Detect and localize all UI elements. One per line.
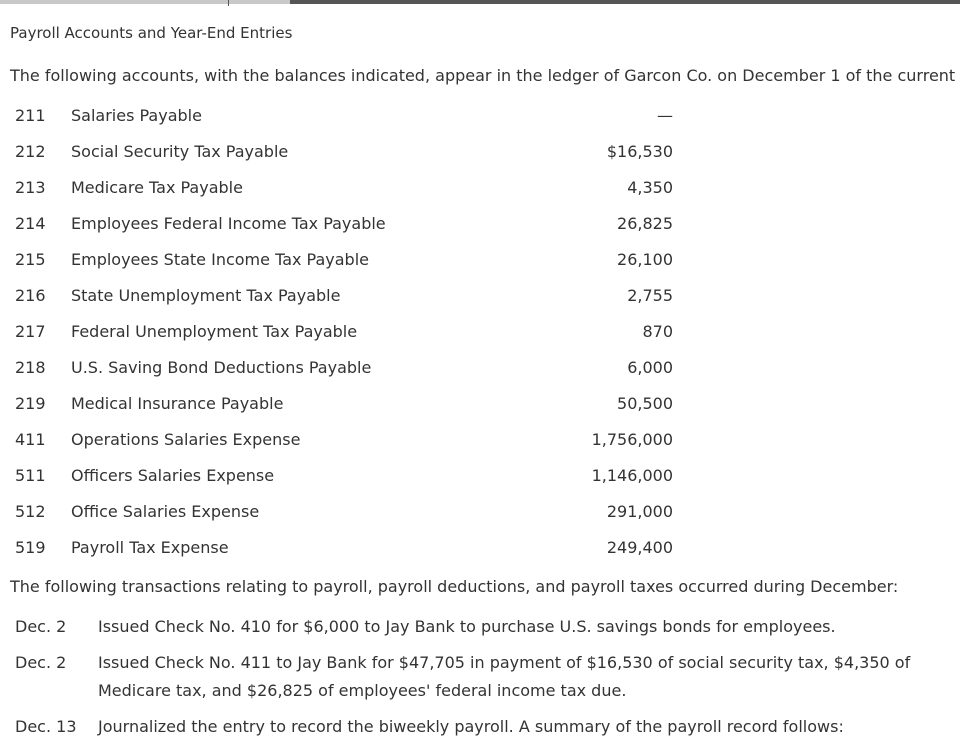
account-balance: 4,350 [627,178,673,197]
transaction-description: Journalized the entry to record the biweekly payroll. A summary of the payroll record follows: [98,717,844,736]
transactions-intro: The following transactions relating to payroll, payroll deductions, and payroll taxes occurred during December: [10,577,899,596]
account-number: 211 [15,106,46,125]
account-number: 411 [15,430,46,449]
top-divider-dark [290,0,960,4]
account-row [0,430,700,454]
account-row [0,394,700,418]
account-name: Salaries Payable [71,106,202,125]
top-divider-tick [228,0,229,6]
transaction-date: Dec. 2 [15,617,67,636]
account-number: 519 [15,538,46,557]
account-balance: 291,000 [606,502,673,521]
account-number: 213 [15,178,46,197]
account-row [0,538,700,562]
account-balance: 249,400 [606,538,673,557]
account-row [0,322,700,346]
account-number: 219 [15,394,46,413]
account-number: 511 [15,466,46,485]
account-balance: $16,530 [606,142,673,161]
account-balance: 1,756,000 [591,430,673,449]
account-number: 212 [15,142,46,161]
account-name: Employees State Income Tax Payable [71,250,369,269]
account-balance: 6,000 [627,358,673,377]
account-name: Employees Federal Income Tax Payable [71,214,386,233]
page-title: Payroll Accounts and Year-End Entries [10,24,293,42]
account-number: 214 [15,214,46,233]
account-name: Operations Salaries Expense [71,430,301,449]
account-number: 512 [15,502,46,521]
account-number: 218 [15,358,46,377]
account-row [0,286,700,310]
account-balance: — [657,106,673,125]
account-row [0,106,700,130]
account-name: Officers Salaries Expense [71,466,275,485]
account-balance: 26,100 [617,250,673,269]
account-name: Medicare Tax Payable [71,178,243,197]
transaction-description: Issued Check No. 411 to Jay Bank for $47,705 in payment of $16,530 of social security tax, $4,350 of Medicare tax, and $26,825 of employees' federal income tax due. [98,653,911,700]
account-number: 217 [15,322,46,341]
account-name: Payroll Tax Expense [71,538,229,557]
transaction-description: Issued Check No. 410 for $6,000 to Jay Bank to purchase U.S. savings bonds for employees. [98,617,836,636]
transaction-date: Dec. 2 [15,653,67,672]
intro-text: The following accounts, with the balances indicated, appear in the ledger of Garcon Co. on December 1 of the current [10,66,956,85]
account-name: Social Security Tax Payable [71,142,289,161]
account-balance: 50,500 [617,394,673,413]
transaction-date: Dec. 13 [15,717,77,736]
account-row [0,502,700,526]
account-name: Federal Unemployment Tax Payable [71,322,358,341]
account-number: 216 [15,286,46,305]
account-number: 215 [15,250,46,269]
account-name: Medical Insurance Payable [71,394,284,413]
account-row [0,142,700,166]
account-balance: 870 [642,322,673,341]
account-row [0,466,700,490]
account-row [0,178,700,202]
account-row [0,214,700,238]
account-row [0,358,700,382]
account-name: Office Salaries Expense [71,502,260,521]
account-balance: 2,755 [627,286,673,305]
account-name: State Unemployment Tax Payable [71,286,341,305]
account-balance: 1,146,000 [591,466,673,485]
account-balance: 26,825 [617,214,673,233]
account-name: U.S. Saving Bond Deductions Payable [71,358,372,377]
account-row [0,250,700,274]
